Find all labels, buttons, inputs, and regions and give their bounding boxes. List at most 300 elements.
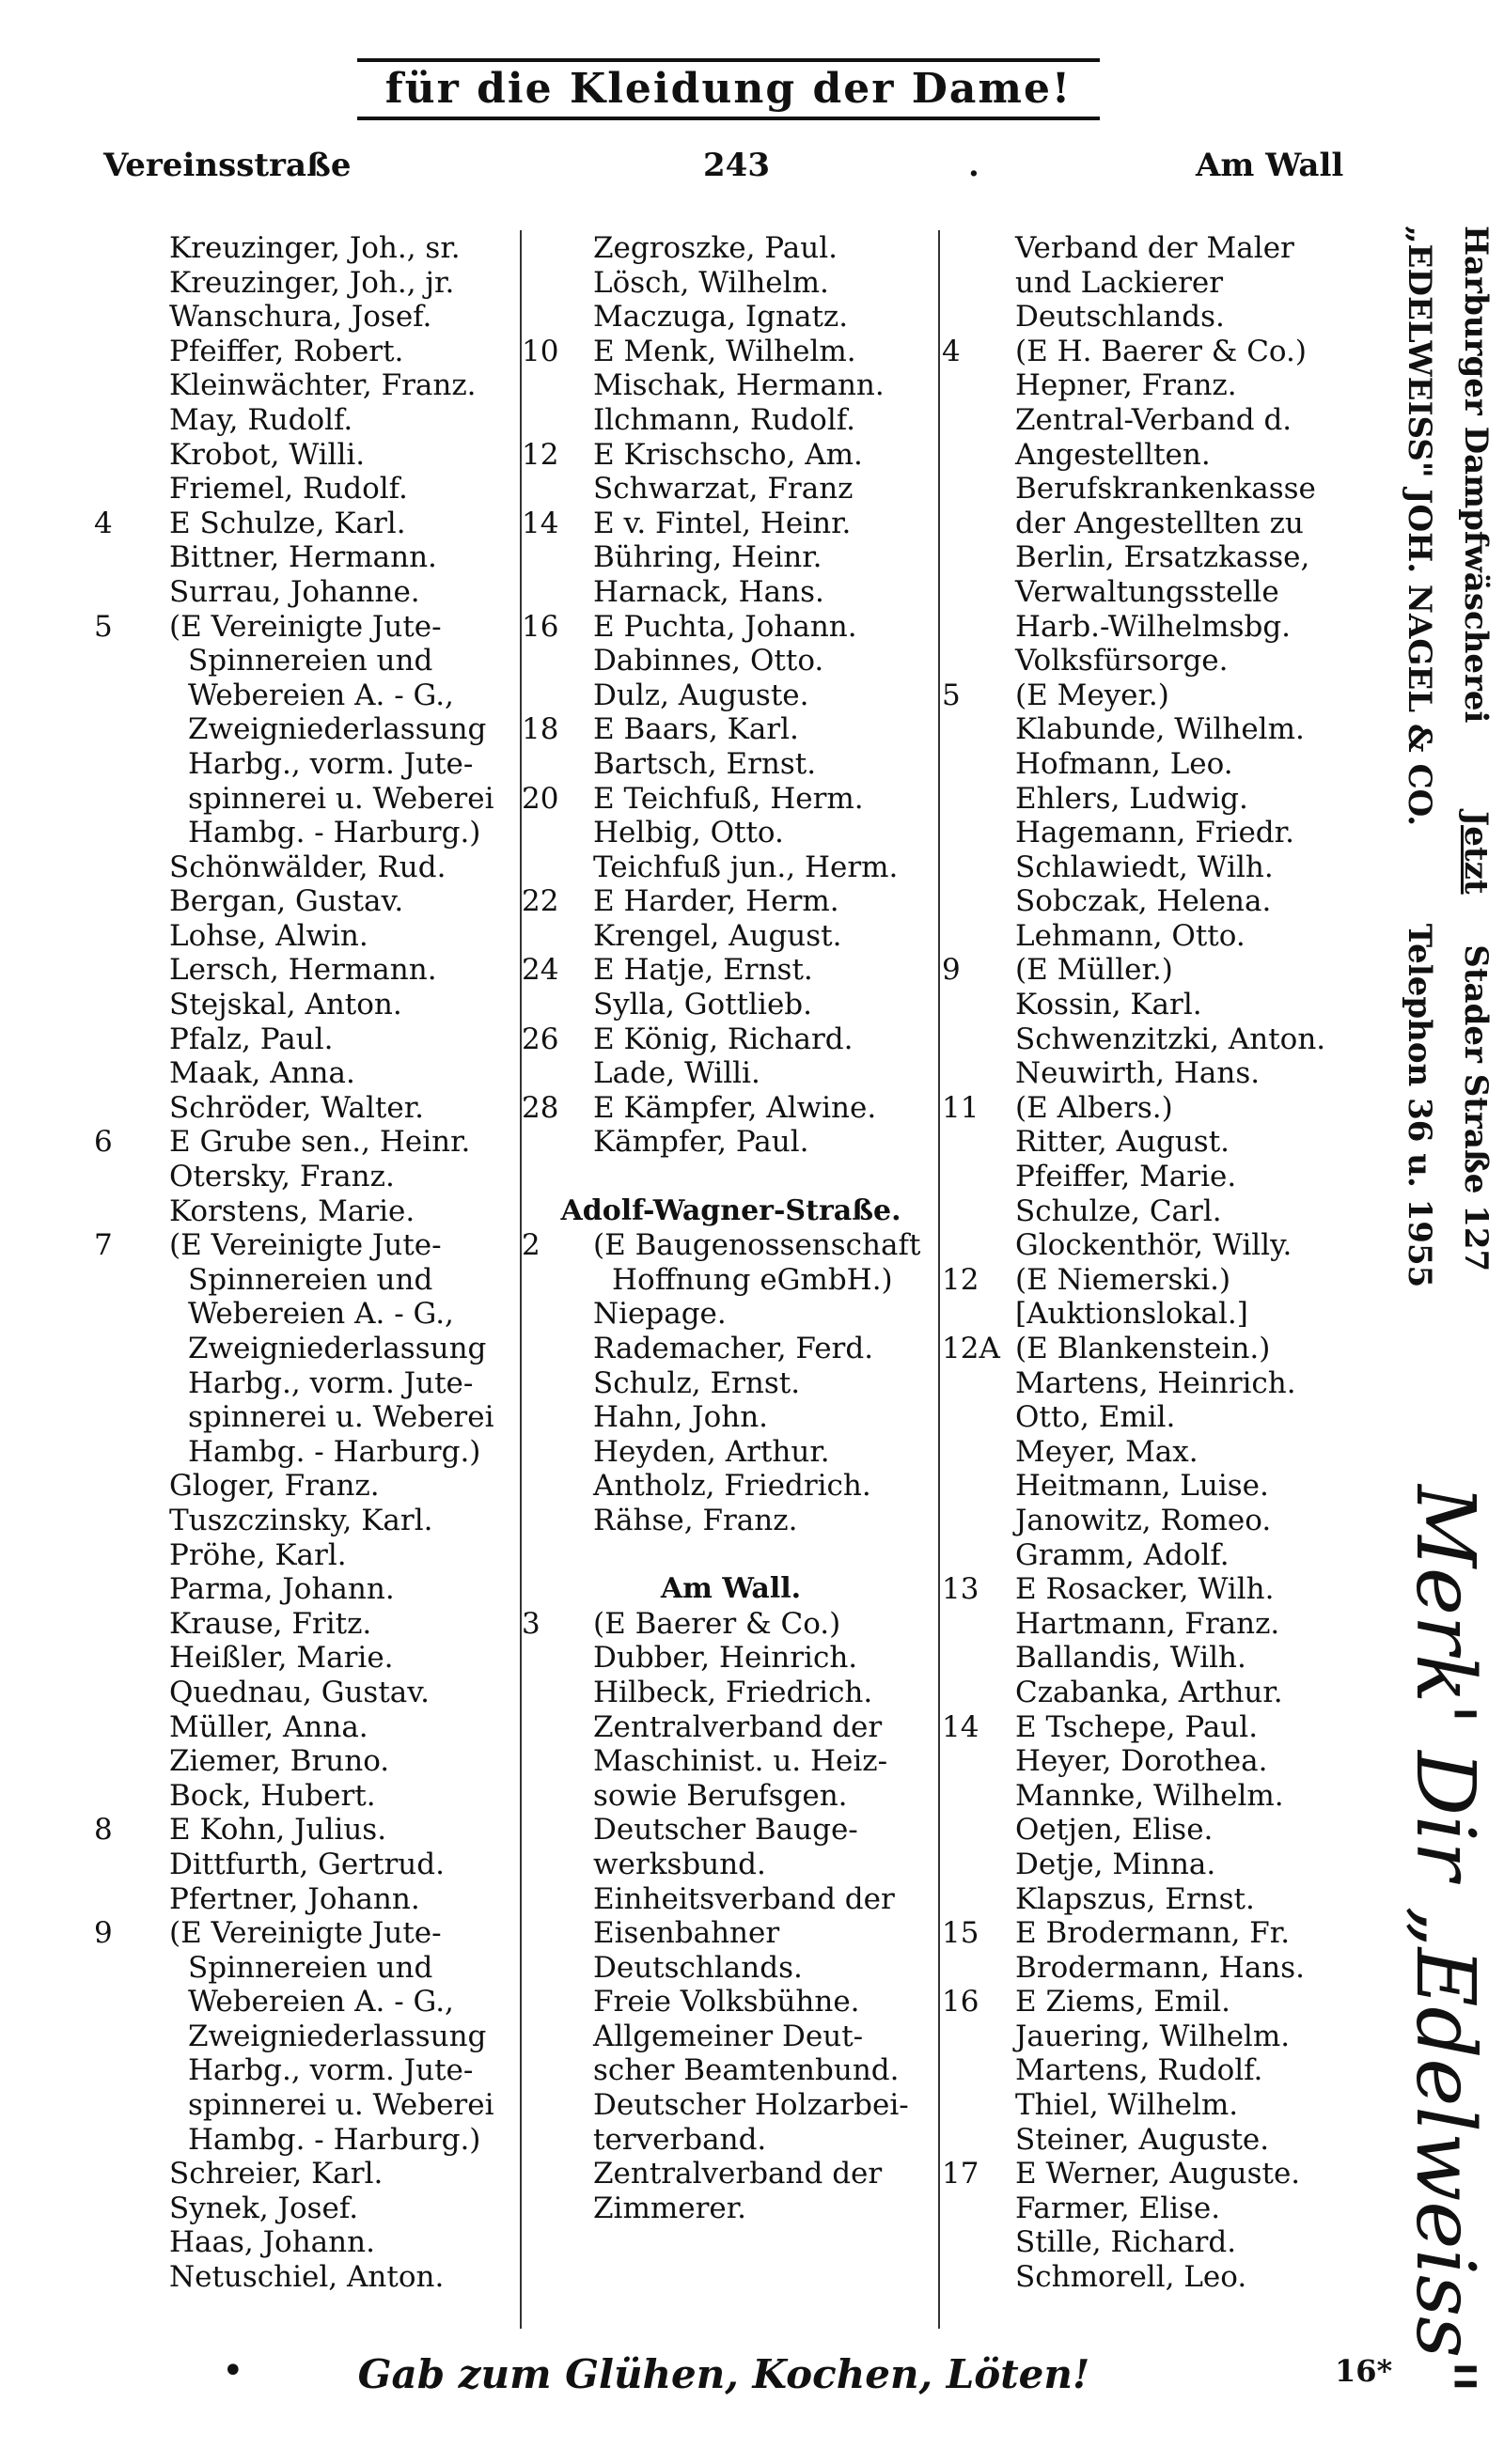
directory-entry	[522, 1744, 940, 1779]
directory-entry	[94, 1813, 517, 1848]
resident-name: (E Blankenstein.)	[1015, 1332, 1271, 1365]
resident-name: Pfeiffer, Robert.	[169, 334, 404, 368]
directory-entry	[94, 1607, 517, 1642]
resident-name: E Teichfuß, Herm.	[593, 781, 864, 816]
running-head-street-end: Am Wall	[1196, 147, 1344, 184]
directory-entry	[942, 1263, 1365, 1298]
street-heading	[522, 1572, 940, 1607]
house-number: 5	[94, 609, 113, 644]
resident-name: Martens, Heinrich.	[1015, 1365, 1296, 1400]
resident-name: Mannke, Wilhelm.	[1015, 1778, 1284, 1813]
directory-entry	[522, 1435, 940, 1470]
resident-name: Spinnereien und	[188, 1950, 433, 1985]
resident-name: Hambg. - Harburg.)	[188, 2122, 481, 2157]
resident-name: Müller, Anna.	[169, 1709, 368, 1744]
directory-entry	[942, 953, 1365, 988]
spacer	[522, 1538, 940, 1573]
directory-entry	[94, 2191, 517, 2226]
directory-entry	[942, 335, 1365, 369]
resident-name: Spinnereien und	[188, 644, 433, 678]
resident-name: Berufskrankenkasse	[1015, 472, 1316, 507]
directory-entry	[942, 1676, 1365, 1710]
resident-name: Quednau, Gustav.	[169, 1675, 430, 1709]
resident-name: (E Vereinigte Jute-	[169, 609, 442, 644]
resident-name: Berlin, Ersatzkasse,	[1015, 540, 1310, 575]
resident-name: E König, Richard.	[593, 1021, 854, 1056]
directory-entry	[942, 1607, 1365, 1642]
side-ad-slogan: Merk' Dir „Edelweiss"	[1398, 1485, 1492, 2395]
directory-entry	[522, 953, 940, 988]
directory-entry	[94, 1194, 517, 1229]
side-ad-brand: „EDELWEISS" JOH. NAGEL & CO.	[1401, 226, 1438, 827]
directory-entry	[522, 266, 940, 301]
directory-entry	[942, 1779, 1365, 1814]
directory-entry	[94, 1538, 517, 1573]
resident-name: Thiel, Wilhelm.	[1015, 2088, 1239, 2123]
directory-entry	[942, 1435, 1365, 1470]
resident-name: Bock, Hubert.	[169, 1778, 376, 1813]
resident-name: Dittfurth, Gertrud.	[169, 1847, 445, 1881]
directory-entry	[522, 575, 940, 610]
resident-name: (E Baugenossenschaft	[593, 1228, 921, 1263]
resident-name: Jauering, Wilhelm.	[1015, 2019, 1291, 2053]
resident-name: Pfeiffer, Marie.	[1015, 1160, 1237, 1194]
resident-name: Klabunde, Wilhelm.	[1015, 712, 1305, 747]
resident-name: Meyer, Max.	[1015, 1434, 1198, 1469]
directory-entry	[522, 1228, 940, 1263]
directory-entry	[942, 988, 1365, 1022]
directory-entry	[94, 1504, 517, 1538]
directory-entry	[94, 540, 517, 575]
directory-entry	[94, 2020, 517, 2054]
resident-name: Ilchmann, Rudolf.	[593, 402, 855, 437]
resident-name: Hahn, John.	[593, 1400, 769, 1435]
directory-entry	[942, 1641, 1365, 1676]
directory-entry	[942, 644, 1365, 678]
directory-entry	[94, 266, 517, 301]
directory-entry	[942, 403, 1365, 438]
directory-entry	[522, 2088, 940, 2123]
house-number: 16	[942, 1985, 979, 2020]
directory-entry	[94, 2088, 517, 2123]
directory-entry	[94, 1951, 517, 1986]
directory-entry	[522, 438, 940, 473]
resident-name: (E Vereinigte Jute-	[169, 1916, 442, 1951]
resident-name: Webereien A. - G.,	[188, 678, 454, 712]
directory-entry	[942, 472, 1365, 507]
house-number: 26	[522, 1021, 559, 1056]
directory-entry	[94, 1125, 517, 1160]
directory-entry	[94, 1572, 517, 1607]
directory-entry	[94, 1641, 517, 1676]
resident-name: Korstens, Marie.	[169, 1193, 415, 1228]
resident-name: spinnerei u. Weberei	[188, 781, 494, 816]
directory-entry	[94, 1160, 517, 1194]
resident-name: Bühring, Heinr.	[593, 540, 822, 575]
directory-entry	[522, 1676, 940, 1710]
side-ad-address: Stader Straße 127	[1457, 944, 1495, 1272]
page-number: 243	[703, 147, 770, 184]
resident-name: Ballandis, Wilh.	[1015, 1641, 1246, 1676]
resident-name: Krobot, Willi.	[169, 437, 366, 472]
resident-name: E Schulze, Karl.	[169, 506, 406, 540]
directory-entry	[522, 1641, 940, 1676]
directory-entry	[522, 2020, 940, 2054]
directory-entry	[522, 368, 940, 403]
resident-name: Oetjen, Elise.	[1015, 1813, 1214, 1848]
directory-entry	[94, 1779, 517, 1814]
resident-name: Schreier, Karl.	[169, 2157, 384, 2191]
resident-name: Hilbeck, Friedrich.	[593, 1675, 873, 1709]
resident-name: Gloger, Franz.	[169, 1469, 380, 1504]
resident-name: Deutscher Bauge-	[593, 1813, 858, 1848]
directory-entry	[942, 1572, 1365, 1607]
resident-name: Sobczak, Helena.	[1015, 884, 1272, 919]
resident-name: der Angestellten zu	[1015, 506, 1304, 540]
resident-name: Schwarzat, Franz	[593, 472, 854, 507]
directory-entry	[522, 1366, 940, 1401]
directory-entry	[522, 816, 940, 850]
directory-entry	[942, 1297, 1365, 1332]
resident-name: Gramm, Adolf.	[1015, 1537, 1230, 1572]
resident-name: Sylla, Gottlieb.	[593, 988, 812, 1022]
directory-entry	[522, 1400, 940, 1435]
directory-entry	[94, 1263, 517, 1298]
resident-name: Webereien A. - G.,	[188, 1297, 454, 1332]
resident-name: (E Albers.)	[1015, 1090, 1173, 1125]
house-number: 18	[522, 712, 559, 747]
resident-name: Spinnereien und	[188, 1262, 433, 1297]
directory-entry	[942, 1538, 1365, 1573]
resident-name: Zentralverband der	[593, 2157, 883, 2191]
resident-name: Einheitsverband der	[593, 1881, 895, 1916]
resident-name: Harbg., vorm. Jute-	[188, 746, 474, 781]
house-number: 12A	[942, 1332, 1000, 1365]
directory-entry	[942, 1091, 1365, 1126]
resident-name: Janowitz, Romeo.	[1015, 1503, 1272, 1537]
resident-name: (E Vereinigte Jute-	[169, 1228, 442, 1263]
directory-entry	[94, 816, 517, 850]
resident-name: Harbg., vorm. Jute-	[188, 2053, 474, 2088]
resident-name: Webereien A. - G.,	[188, 1985, 454, 2020]
directory-entry	[522, 1951, 940, 1986]
directory-entry	[942, 919, 1365, 954]
resident-name: E Kämpfer, Alwine.	[593, 1090, 877, 1125]
directory-entry	[942, 884, 1365, 919]
directory-entry	[94, 1332, 517, 1366]
directory-entry	[94, 300, 517, 335]
directory-entry	[522, 540, 940, 575]
directory-entry	[942, 575, 1365, 610]
directory-entry	[942, 1813, 1365, 1848]
directory-entry	[94, 644, 517, 678]
house-number: 13	[942, 1572, 979, 1607]
house-number: 20	[522, 781, 559, 816]
resident-name: Haas, Johann.	[169, 2225, 375, 2260]
directory-entry	[942, 1985, 1365, 2020]
resident-name: Angestellten.	[1015, 437, 1211, 472]
directory-entry	[942, 300, 1365, 335]
directory-entry	[94, 1744, 517, 1779]
directory-entry	[942, 2088, 1365, 2123]
house-number: 2	[522, 1228, 540, 1263]
resident-name: Czabanka, Arthur.	[1015, 1675, 1283, 1709]
resident-name: May, Rudolf.	[169, 402, 353, 437]
house-number: 9	[942, 953, 961, 988]
house-number: 22	[522, 884, 559, 919]
resident-name: Ziemer, Bruno.	[169, 1744, 390, 1779]
directory-entry	[94, 335, 517, 369]
resident-name: werksbund.	[593, 1847, 766, 1881]
resident-name: Freie Volksbühne.	[593, 1985, 860, 2020]
resident-name: Surrau, Johanne.	[169, 574, 420, 609]
directory-entry	[942, 2225, 1365, 2260]
resident-name: Schröder, Walter.	[169, 1090, 424, 1125]
directory-entry	[942, 1056, 1365, 1091]
side-advertisement	[1389, 226, 1500, 2395]
directory-entry	[522, 850, 940, 885]
resident-name: E Werner, Auguste.	[1015, 2157, 1301, 2191]
directory-entry	[94, 1400, 517, 1435]
directory-entry	[942, 610, 1365, 645]
directory-entry	[942, 1400, 1365, 1435]
directory-entry	[94, 368, 517, 403]
resident-name: (E Baerer & Co.)	[593, 1606, 841, 1641]
resident-name: E Harder, Herm.	[593, 884, 839, 919]
resident-name: Verband der Maler	[1015, 231, 1294, 265]
directory-entry	[94, 782, 517, 817]
resident-name: Schulz, Ernst.	[593, 1365, 801, 1400]
resident-name: (E Meyer.)	[1015, 678, 1169, 712]
directory-entry	[522, 1091, 940, 1126]
resident-name: Krengel, August.	[593, 918, 842, 953]
resident-name: Farmer, Elise.	[1015, 2191, 1221, 2225]
resident-name: Otto, Emil.	[1015, 1400, 1176, 1435]
resident-name: spinnerei u. Weberei	[188, 1400, 494, 1435]
directory-entry	[942, 850, 1365, 885]
directory-entry	[522, 1607, 940, 1642]
directory-entry	[94, 850, 517, 885]
directory-entry	[942, 678, 1365, 713]
directory-entry	[94, 2225, 517, 2260]
resident-name: Deutschlands.	[1015, 300, 1225, 335]
directory-entry	[522, 919, 940, 954]
directory-entry	[522, 1297, 940, 1332]
resident-name: E Krischscho, Am.	[593, 437, 863, 472]
resident-name: Dubber, Heinrich.	[593, 1641, 858, 1676]
resident-name: (E Niemerski.)	[1015, 1262, 1231, 1297]
directory-entry	[94, 1469, 517, 1504]
resident-name: Klapszus, Ernst.	[1015, 1881, 1255, 1916]
directory-entry	[942, 2260, 1365, 2295]
directory-entry	[94, 231, 517, 266]
directory-entry	[522, 1916, 940, 1951]
resident-name: Schmorell, Leo.	[1015, 2260, 1247, 2295]
resident-name: Otersky, Franz.	[169, 1160, 395, 1194]
resident-name: E Ziems, Emil.	[1015, 1985, 1231, 2020]
resident-name: Rähse, Franz.	[593, 1503, 798, 1537]
directory-entry	[522, 2191, 940, 2226]
resident-name: Friemel, Rudolf.	[169, 472, 408, 507]
directory-entry	[94, 1435, 517, 1470]
resident-name: sowie Berufsgen.	[593, 1778, 848, 1813]
directory-entry	[522, 2053, 940, 2088]
house-number: 4	[942, 334, 961, 368]
resident-name: Harb.-Wilhelmsbg.	[1015, 609, 1292, 644]
resident-name: (E Müller.)	[1015, 953, 1173, 988]
resident-name: Zegroszke, Paul.	[593, 231, 838, 265]
directory-entry	[942, 712, 1365, 747]
resident-name: Pröhe, Karl.	[169, 1537, 347, 1572]
directory-entry	[522, 403, 940, 438]
resident-name: E Brodermann, Fr.	[1015, 1916, 1291, 1951]
resident-name: Bergan, Gustav.	[169, 884, 404, 919]
directory-entry	[522, 1022, 940, 1057]
directory-entry	[94, 953, 517, 988]
directory-entry	[942, 747, 1365, 782]
resident-name: [Auktionslokal.]	[1015, 1297, 1248, 1332]
resident-name: Pfertner, Johann.	[169, 1881, 420, 1916]
directory-entry	[942, 507, 1365, 541]
directory-column-1	[94, 231, 517, 2295]
directory-entry	[942, 1228, 1365, 1263]
resident-name: Harbg., vorm. Jute-	[188, 1365, 474, 1400]
resident-name: Volksfürsorge.	[1015, 644, 1229, 678]
house-number: 7	[94, 1228, 113, 1263]
resident-name: Maak, Anna.	[169, 1056, 355, 1091]
directory-entry	[94, 610, 517, 645]
directory-entry	[942, 1160, 1365, 1194]
resident-name: E Grube sen., Heinr.	[169, 1125, 471, 1160]
resident-name: Schwenzitzki, Anton.	[1015, 1021, 1326, 1056]
directory-entry	[942, 2020, 1365, 2054]
directory-entry	[522, 610, 940, 645]
resident-name: E Kohn, Julius.	[169, 1813, 387, 1848]
directory-entry	[94, 678, 517, 713]
resident-name: Helbig, Otto.	[593, 816, 784, 850]
house-number: 16	[522, 609, 559, 644]
directory-entry	[942, 438, 1365, 473]
resident-name: Kreuzinger, Joh., jr.	[169, 265, 455, 300]
directory-entry	[522, 747, 940, 782]
directory-entry	[522, 1882, 940, 1917]
directory-entry	[94, 2260, 517, 2295]
resident-name: Heyer, Dorothea.	[1015, 1744, 1268, 1779]
resident-name: Neuwirth, Hans.	[1015, 1056, 1261, 1091]
directory-entry	[522, 1504, 940, 1538]
directory-entry	[942, 1916, 1365, 1951]
resident-name: Hofmann, Leo.	[1015, 746, 1233, 781]
resident-name: Dulz, Auguste.	[593, 678, 809, 712]
side-ad-company: Harburger Dampfwäscherei	[1457, 226, 1495, 724]
directory-entry	[522, 1469, 940, 1504]
house-number: 12	[942, 1262, 979, 1297]
resident-name: Kossin, Karl.	[1015, 988, 1202, 1022]
resident-name: Heyden, Arthur.	[593, 1434, 830, 1469]
resident-name: Deutscher Holzarbei-	[593, 2088, 909, 2123]
directory-entry	[522, 335, 940, 369]
directory-entry	[522, 231, 940, 266]
resident-name: Niepage.	[593, 1297, 727, 1332]
street-heading-text: Adolf-Wagner-Straße.	[560, 1193, 901, 1227]
directory-entry	[522, 1779, 940, 1814]
directory-entry	[942, 2123, 1365, 2158]
resident-name: Krause, Fritz.	[169, 1606, 372, 1641]
house-number: 11	[942, 1090, 979, 1125]
side-ad-line-1	[1451, 226, 1500, 1271]
directory-entry	[94, 472, 517, 507]
resident-name: spinnerei u. Weberei	[188, 2088, 494, 2123]
running-head-street-start: Vereinsstraße	[103, 147, 352, 184]
resident-name: E Baars, Karl.	[593, 712, 799, 747]
resident-name: Zweigniederlassung	[188, 712, 487, 747]
directory-entry	[94, 1848, 517, 1882]
resident-name: Teichfuß jun., Herm.	[593, 850, 899, 884]
directory-entry	[522, 1813, 940, 1848]
header-dot: .	[968, 147, 979, 184]
directory-entry	[94, 1676, 517, 1710]
directory-entry	[522, 1710, 940, 1745]
spacer	[522, 1160, 940, 1194]
resident-name: Deutschlands.	[593, 1950, 803, 1985]
house-number: 3	[522, 1606, 540, 1641]
resident-name: Netuschiel, Anton.	[169, 2260, 445, 2295]
resident-name: Steiner, Auguste.	[1015, 2122, 1270, 2157]
resident-name: Kreuzinger, Joh., sr.	[169, 231, 461, 265]
house-number: 6	[94, 1125, 113, 1160]
resident-name: Tuszczinsky, Karl.	[169, 1503, 433, 1537]
resident-name: Zentralverband der	[593, 1709, 883, 1744]
directory-entry	[522, 1125, 940, 1160]
resident-name: Parma, Johann.	[169, 1572, 395, 1607]
directory-entry	[94, 747, 517, 782]
resident-name: E Puchta, Johann.	[593, 609, 857, 644]
resident-name: Schlawiedt, Wilh.	[1015, 850, 1274, 884]
resident-name: Stille, Richard.	[1015, 2225, 1237, 2260]
resident-name: Lösch, Wilhelm.	[593, 265, 829, 300]
resident-name: E Menk, Wilhelm.	[593, 334, 856, 368]
directory-entry	[522, 1332, 940, 1366]
resident-name: scher Beamtenbund.	[593, 2053, 900, 2088]
resident-name: Verwaltungsstelle	[1015, 574, 1279, 609]
resident-name: Pfalz, Paul.	[169, 1021, 334, 1056]
resident-name: Kämpfer, Paul.	[593, 1125, 809, 1160]
house-number: 4	[94, 506, 113, 540]
directory-entry	[94, 1056, 517, 1091]
sheet-folio: 16*	[1335, 2353, 1393, 2389]
directory-entry	[942, 1332, 1365, 1366]
directory-entry	[94, 919, 517, 954]
resident-name: Detje, Minna.	[1015, 1847, 1216, 1881]
house-number: 12	[522, 437, 559, 472]
resident-name: Hartmann, Franz.	[1015, 1606, 1280, 1641]
resident-name: Hambg. - Harburg.)	[188, 816, 481, 850]
directory-entry	[942, 1125, 1365, 1160]
resident-name: Maczuga, Ignatz.	[593, 300, 849, 335]
side-ad-phone: Telephon 36 u. 1955	[1401, 923, 1438, 1288]
resident-name: Mischak, Hermann.	[593, 368, 885, 403]
directory-entry	[942, 1710, 1365, 1745]
side-ad-now: Jetzt	[1457, 811, 1495, 895]
directory-entry	[94, 403, 517, 438]
advertisement-banner: für die Kleidung der Dame!	[357, 58, 1100, 120]
directory-entry	[94, 1882, 517, 1917]
resident-name: terverband.	[593, 2122, 767, 2157]
resident-name: E Rosacker, Wilh.	[1015, 1572, 1275, 1607]
footer-dot: •	[222, 2349, 244, 2393]
resident-name: Synek, Josef.	[169, 2191, 359, 2225]
directory-entry	[942, 2191, 1365, 2226]
